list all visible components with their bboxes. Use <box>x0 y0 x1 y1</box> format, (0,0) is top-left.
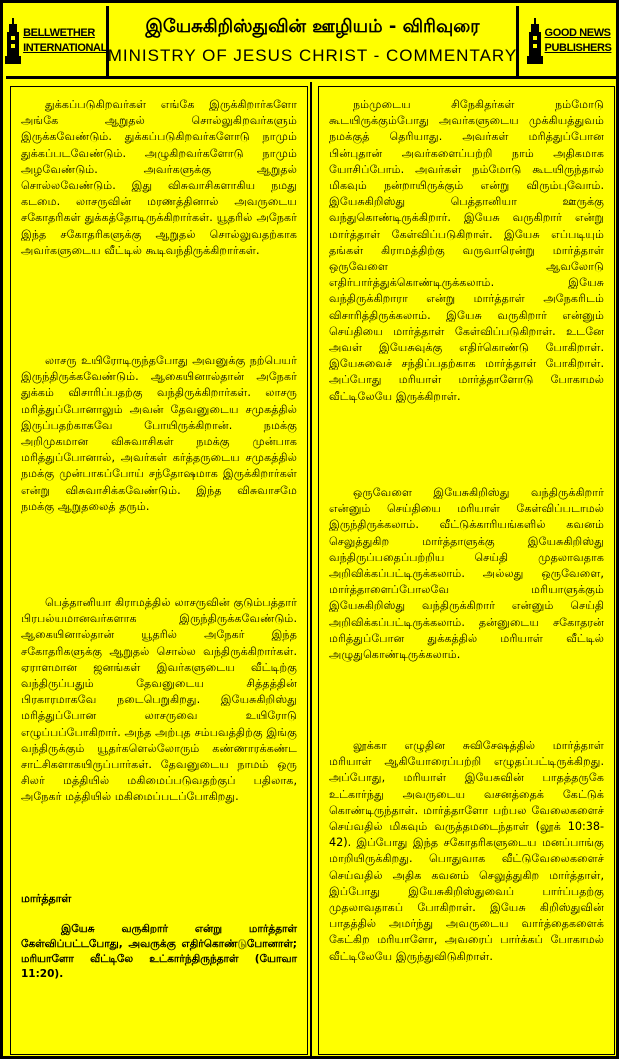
right-logo-line-1: GOOD NEWS <box>544 27 611 39</box>
left-column <box>6 82 312 1059</box>
title-tamil: இயேசுகிறிஸ்துவின் ஊழியம் - விரிவுரை <box>145 16 480 37</box>
title-block <box>107 6 518 76</box>
scripture-quote: இயேசு வருகிறார் என்று மார்த்தாள் கேள்விப்பட்டபோது, அவருக்கு எதிர்கொண்டுபோனாள்; மரியாளோ வீட்டிலே உட்கார்ந்திருந்தாள் (யோவா 11:20). <box>21 923 297 980</box>
right-column <box>314 82 619 1059</box>
bellwether-logo <box>6 6 109 76</box>
left-logo-line-2: INTERNATIONAL <box>23 42 107 54</box>
header <box>6 6 619 79</box>
building-icon <box>5 18 21 64</box>
right-paragraph-3: லூக்கா எழுதின சுவிசேஷத்தில் மார்த்தாள் மரியாள் ஆகியோரைப்பற்றி எழுதப்பட்டிருக்கிறது. அப்போது, மரியாள் இயேசுவின் பாதத்தருகே உட்கார்ந்து அவருடைய வசனத்தைக் கேட்டுக் கொண்டிருந்தாள். மார்த்தாளோ பற்பல வேலைகளைச் செய்வதில் மிகவும் வருத்தமடைந்தாள் (லூக் 10:38-42). இப்போது இந்த சகோதரிகளுடைய மனப்பாங்கு மாறியிருக்கிறது. பொதுவாக வீட்டுவேலைகளைச் செய்வதில் அதிக கவனம் செலுத்துகிற மார்த்தாள், இப்போது இயேசுகிறிஸ்துவைப் பார்ப்பதற்கு முதலாவதாகப் போகிறாள். இயேசு கிறிஸ்துவின் பாதத்தில் அமர்ந்து அவருடைய வார்த்தைகளைக் கேட்கிற மரியாளோ, அவரைப் பார்க்கப் போகாமல் வீட்டிலேயே இருந்துவிடுகிறாள். <box>329 739 604 963</box>
right-logo-line-2: PUBLISHERS <box>544 42 612 54</box>
left-paragraph-2: லாசரு உயிரோடிருந்தபோது அவனுக்கு நற்பெயர் இருந்திருக்கவேண்டும். ஆகையினால்தான் அநேகர் துக்கம் விசாரிப்பதற்கு வந்திருக்கிறார்கள். லாசரு மரித்துப்போனாலும் அவன் தேவனுடைய சமுகத்தில் இருப்பதற்காகவே போயிருக்கிறான். நமக்கு அறிமுகமான விசுவாசிகள் நமக்கு முன்பாக மரித்துப்போனால், அவர்கள் கர்த்தருடைய சமுகத்தில் நமக்கு முன்பாகப்போய் சந்தோஷமாக இருக்கிறார்கள் என்று விசுவாசிக்கவேண்டும். இந்த விசுவாசமே நமக்கு ஆறுதலைத் தரும். <box>21 354 297 513</box>
building-icon <box>527 18 543 64</box>
left-paragraph-3: பெத்தானியா கிராமத்தில் லாசருவின் குடும்பத்தார் பிரபல்யமானவர்களாக இருந்திருக்கவேண்டும். ஆகையினால்தான் யூதரில் அநேகர் இந்த சகோதரிகளுக்கு ஆறுதல் சொல்ல வந்திருக்கிறார்கள். ஏராளமான ஜனங்கள் இவர்களுடைய வீட்டிற்கு வந்திருப்பதும் தேவனுடைய சித்தத்தின் பிரகாரமாகவே நடைபெறுகிறது. இயேசுகிறிஸ்து மரித்துப்போன லாசருவை உயிரோடு எழுப்பப்போகிறார். அந்த அற்புத சம்பவத்திற்கு இங்கு வந்திருக்கும் யூதர்களெல்லோரும் கண்ணாரக்கண்ட சாட்சிகளாகயிருப்பார்கள். தேவனுடைய நாமம் ஒரு சிலர் மத்தியில் மகிமைப்படுவதற்குப் பதிலாக, அநேகர் மத்தியில் மகிமைப்படப்போகிறது. <box>21 596 297 804</box>
good-news-logo <box>516 6 619 76</box>
left-logo-line-1: BELLWETHER <box>23 27 95 39</box>
right-paragraph-1: நம்முடைய சிநேகிதர்கள் நம்மோடு கூடயிருக்கும்போது அவர்களுடைய முக்கியத்துவம் நமக்குத் தெரியாது. அவர்கள் மரித்துப்போன பின்புதான் அவர்களைப்பற்றி நாம் அதிகமாக யோசிப்போம். அவர்கள் நம்மோடு கூடயிருந்தால் மிகவும் நன்றாயிருக்கும் என்று விரும்புவோம். இயேசுகிறிஸ்து பெத்தானியா ஊருக்கு வந்துகொண்டிருக்கிறார். இயேசு வருகிறார் என்று மார்த்தாள் கேள்விப்படுகிறாள். இயேசு எப்படியும் தங்கள் கிராமத்திற்கு வருவாரென்று மார்த்தாள் ஒருவேளை ஆவலோடு எதிர்பார்த்துக்கொண்டிருக்கலாம். இயேசு வந்திருக்கிறாரா என்று மார்த்தாள் அநேகரிடம் விசாரித்திருக்கலாம். இயேசு வருகிறார் என்னும் செய்தியை மார்த்தாள் கேள்விப்படுகிறாள். உடனே அவள் இயேசுவுக்கு எதிர்கொண்டு போகிறாள். இயேசுவைச் சந்திப்பதற்காக மார்த்தாள் போகிறாள். அப்போது மரியாள் மார்த்தாளோடு போகாமல் வீட்டிலேயே இருக்கிறாள். <box>329 98 604 403</box>
left-paragraph-1: துக்கப்படுகிறவர்கள் எங்கே இருக்கிறார்களோ அங்கே ஆறுதல் சொல்லுகிறவர்களும் இருக்கவேண்டும். துக்கப்படுகிறவர்களோடு நாமும் துக்கப்படவேண்டும். அழுகிறவர்களோடு நாமும் அழவேண்டும். அவர்களுக்கு ஆறுதல் சொல்லவேண்டும். இது விசுவாசிகளாகிய நமது கடமை. லாசருவின் மரணத்தினால் அவருடைய சகோதரிகள் துக்கத்தோடிருக்கிறார்கள். யூதரில் அநேகர் இந்த சகோதரிகளுக்கு ஆறுதல் சொல்லுவதற்காக அவர்களுடைய வீட்டில் கூடிவந்திருக்கிறார்கள். <box>21 98 297 257</box>
section-heading: மார்த்தாள் <box>21 892 72 905</box>
right-paragraph-2: ஒருவேளை இயேசுகிறிஸ்து வந்திருக்கிறார் என்னும் செய்தியை மரியாள் கேள்விப்படாமல் இருந்திருக்கலாம். வீட்டுக்காரியங்களில் கவனம் செலுத்துகிற மார்த்தாளுக்கு இயேசுகிறிஸ்து வந்திருப்பதைப்பற்றிய செய்தி முதலாவதாக அறிவிக்கப்பட்டிருக்கலாம். அல்லது ஒருவேளை, மார்த்தாளைப்போலவே மரியாளுக்கும் இயேசுகிறிஸ்து வந்திருக்கிறார் என்னும் செய்தி அறிவிக்கப்பட்டிருக்கலாம். தன்னுடைய சகோதரன் மரித்துப்போன துக்கத்தில் மரியாள் வீட்டில் அழுதுகொண்டிருக்கலாம். <box>329 486 604 662</box>
title-english: MINISTRY OF JESUS CHRIST - COMMENTARY <box>107 46 518 65</box>
